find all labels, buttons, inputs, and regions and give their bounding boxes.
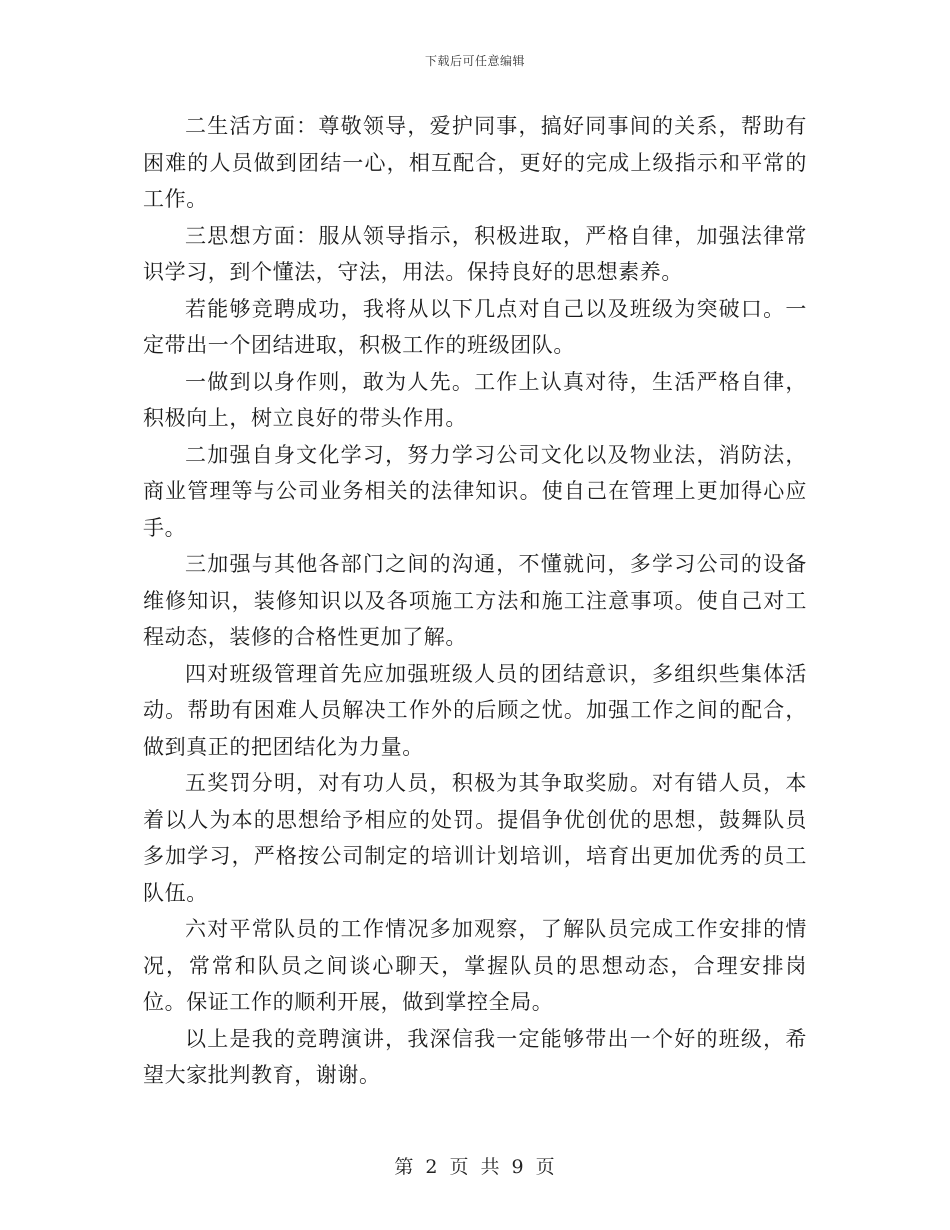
paragraph-thought: 三思想方面：服从领导指示，积极进取，严格自律，加强法律常识学习，到个懂法，守法，用法。保持良好的思想素养。 (143, 223, 807, 284)
paragraph-point-2: 二加强自身文化学习，努力学习公司文化以及物业法，消防法，商业管理等与公司业务相关的法律知识。使自己在管理上更加得心应手。 (143, 442, 807, 540)
document-body (143, 108, 807, 1094)
page-header: 下载后可任意编辑 (424, 54, 525, 68)
paragraph-life: 二生活方面：尊敬领导，爱护同事，搞好同事间的关系，帮助有困难的人员做到团结一心，相互配合，更好的完成上级指示和平常的工作。 (143, 114, 807, 211)
paragraph-point-5: 五奖罚分明，对有功人员，积极为其争取奖励。对有错人员，本着以人为本的思想给予相应的处罚。提倡争优创优的思想，鼓舞队员多加学习，严格按公司制定的培训计划培训，培育出更加优秀的员工队伍。 (143, 771, 807, 905)
page-number-footer: 第 2 页 共 9 页 (394, 1156, 556, 1178)
paragraph-closing: 以上是我的竞聘演讲，我深信我一定能够带出一个好的班级，希望大家批判教育，谢谢。 (143, 1026, 807, 1087)
paragraph-point-1: 一做到以身作则，敢为人先。工作上认真对待，生活严格自律，积极向上，树立良好的带头作用。 (143, 369, 807, 430)
paragraph-point-6: 六对平常队员的工作情况多加观察，了解队员完成工作安排的情况，常常和队员之间谈心聊天，掌握队员的思想动态，合理安排岗位。保证工作的顺利开展，做到掌控全局。 (143, 917, 807, 1014)
paragraph-point-4: 四对班级管理首先应加强班级人员的团结意识，多组织些集体活动。帮助有困难人员解决工作外的后顾之忧。加强工作之间的配合，做到真正的把团结化为力量。 (143, 661, 807, 759)
paragraph-if-successful: 若能够竞聘成功，我将从以下几点对自己以及班级为突破口。一定带出一个团结进取，积极工作的班级团队。 (143, 296, 807, 357)
paragraph-point-3: 三加强与其他各部门之间的沟通，不懂就问，多学习公司的设备维修知识，装修知识以及各项施工方法和施工注意事项。使自己对工程动态，装修的合格性更加了解。 (143, 552, 807, 649)
